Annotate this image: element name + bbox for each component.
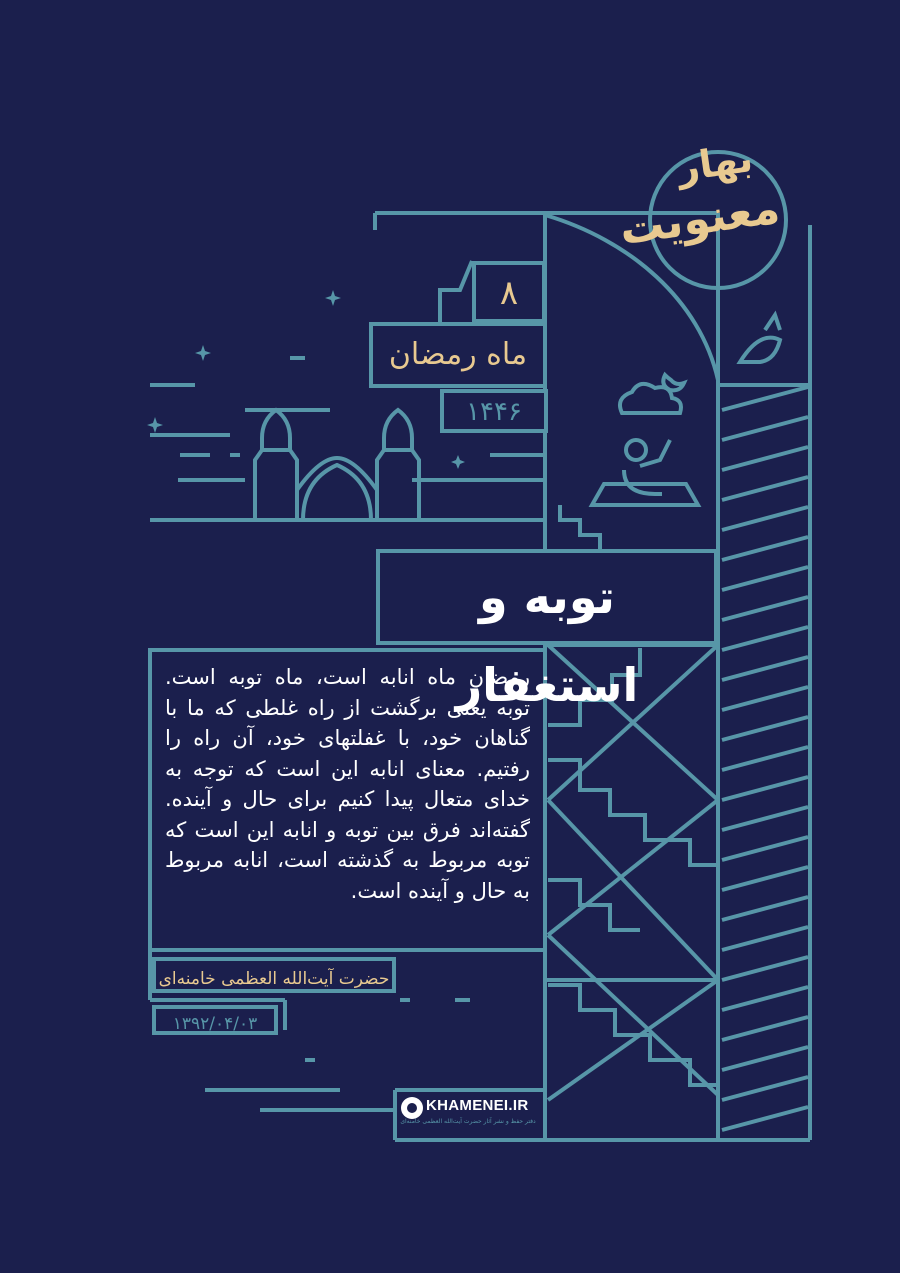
bird-icon: [740, 338, 780, 362]
cloud-moon-icon: [620, 384, 681, 413]
quote-text: رمضان ماه انابه است، ماه توبه است. توبه یعنی برگشت از راه غلطی که ما با گناهان خود، با غفلتهای خود، آن راه را رفتیم. معنای انابه این است که توجه به خدای متعال پیدا کنیم برای حال و آینده. گفته‌اند فرق بین توبه و انابه این است که توبه مربوط به گذشته است، انابه مربوط به حال و آینده است.: [165, 665, 530, 903]
brand-line-2: معنویت: [616, 182, 783, 256]
author-label: حضرت آیت‌الله العظمی خامنه‌ای: [152, 957, 396, 993]
brand-line-1: بهار: [674, 135, 756, 191]
page-title: توبه و استغفار: [376, 549, 718, 645]
site-logo-text[interactable]: KHAMENEI.IR: [426, 1097, 529, 1114]
site-logo-subtitle: دفتر حفظ و نشر آثار حضرت آیت‌الله العظمی خامنه‌ای: [400, 1118, 536, 1125]
month-label: ماه رمضان: [369, 322, 547, 388]
year-label: ۱۴۴۶: [440, 389, 548, 433]
date-label: ۱۳۹۲/۰۴/۰۳: [152, 1005, 278, 1035]
logo-icon: [401, 1097, 423, 1119]
day-number: ۸: [472, 261, 546, 323]
